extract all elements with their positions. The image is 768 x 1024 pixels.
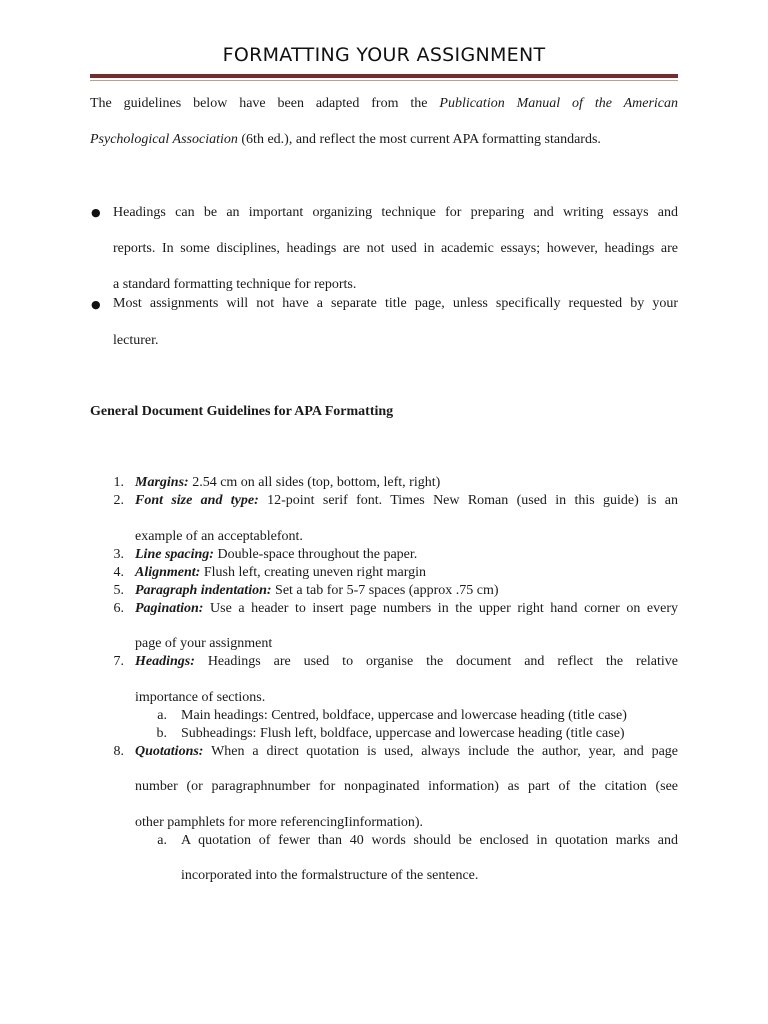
list-item-6 xyxy=(135,601,678,617)
list-term: Headings: xyxy=(135,654,195,669)
list-number: 7. xyxy=(113,654,124,669)
intro-line-2 xyxy=(90,132,601,148)
list-item-4 xyxy=(135,565,426,581)
bullet-1-line-2: reports. In some disciplines, headings are not used in academic essays; however, headings are xyxy=(113,241,678,256)
sublist-item: Main headings: Centred, boldface, uppercase and lowercase heading (title case) xyxy=(181,708,627,723)
list-term: Font size and type: xyxy=(135,493,259,508)
list-text: When a direct quotation is used, always include the author, year, and page xyxy=(211,744,678,759)
list-item-2 xyxy=(135,493,678,509)
list-number: 8. xyxy=(113,744,124,759)
sublist-item: Subheadings: Flush left, boldface, uppercase and lowercase heading (title case) xyxy=(181,726,625,741)
list-item-8 xyxy=(135,744,678,760)
list-text: Flush left, creating uneven right margin xyxy=(203,565,426,580)
list-item-3 xyxy=(135,547,417,563)
page-title: FORMATTING YOUR ASSIGNMENT xyxy=(222,44,546,66)
list-item-6-cont: page of your assignment xyxy=(135,636,273,651)
list-term: Margins: xyxy=(135,475,189,490)
bullet-marker: ● xyxy=(91,298,101,311)
list-item-5 xyxy=(135,583,499,599)
list-term: Line spacing: xyxy=(135,547,214,562)
sublist-letter: a. xyxy=(157,833,167,848)
intro-citation-2a: Psychological Association xyxy=(90,132,238,147)
list-term: Quotations: xyxy=(135,744,204,759)
list-item-8-cont-2: other pamphlets for more referencingIinformation). xyxy=(135,815,424,830)
list-text: 12-point serif font. Times New Roman (used in this guide) is an xyxy=(267,493,679,508)
bullet-2-line-2: lecturer. xyxy=(113,333,159,348)
list-number: 4. xyxy=(113,565,124,580)
list-item-7 xyxy=(135,654,678,670)
sublist-letter: a. xyxy=(157,708,167,723)
list-item-1 xyxy=(135,475,440,491)
title-rule-thick xyxy=(90,74,678,78)
intro-citation-1b: Publication Manual of the American xyxy=(439,96,679,111)
sublist-letter: b. xyxy=(156,726,167,741)
list-term: Paragraph indentation: xyxy=(135,583,272,598)
section-heading: General Document Guidelines for APA Formatting xyxy=(90,404,394,419)
title-rule-thin xyxy=(90,80,678,81)
intro-text-1a: The guidelines below have been adapted from the xyxy=(90,96,428,111)
list-term: Alignment: xyxy=(135,565,201,580)
list-number: 1. xyxy=(113,475,124,490)
list-number: 6. xyxy=(113,601,124,616)
bullet-2-line-1: Most assignments will not have a separate title page, unless specifically requested by your xyxy=(113,296,678,311)
list-text: 2.54 cm on all sides (top, bottom, left, right) xyxy=(192,475,441,490)
sublist-item-cont: incorporated into the formalstructure of the sentence. xyxy=(181,868,479,883)
list-text: Headings are used to organise the document and reflect the relative xyxy=(207,654,678,669)
list-item-8-cont-1: number (or paragraphnumber for nonpaginated information) as part of the citation (see xyxy=(135,779,678,794)
list-text: Set a tab for 5-7 spaces (approx .75 cm) xyxy=(275,583,499,598)
list-text: Double-space throughout the paper. xyxy=(217,547,418,562)
bullet-1-line-3: a standard formatting technique for reports. xyxy=(113,277,357,292)
bullet-marker: ● xyxy=(91,206,101,219)
list-term: Pagination: xyxy=(135,601,204,616)
sublist-item: A quotation of fewer than 40 words should be enclosed in quotation marks and xyxy=(181,833,678,848)
list-number: 3. xyxy=(113,547,124,562)
bullet-1-line-1: Headings can be an important organizing technique for preparing and writing essays and xyxy=(113,205,678,220)
list-text: Use a header to insert page numbers in the upper right hand corner on every xyxy=(210,601,679,616)
list-number: 2. xyxy=(113,493,124,508)
list-item-7-cont: importance of sections. xyxy=(135,690,266,705)
intro-text-2b: (6th ed.), and reflect the most current APA formatting standards. xyxy=(241,132,601,147)
list-number: 5. xyxy=(113,583,124,598)
list-item-2-cont: example of an acceptablefont. xyxy=(135,529,303,544)
intro-line-1 xyxy=(90,96,678,112)
